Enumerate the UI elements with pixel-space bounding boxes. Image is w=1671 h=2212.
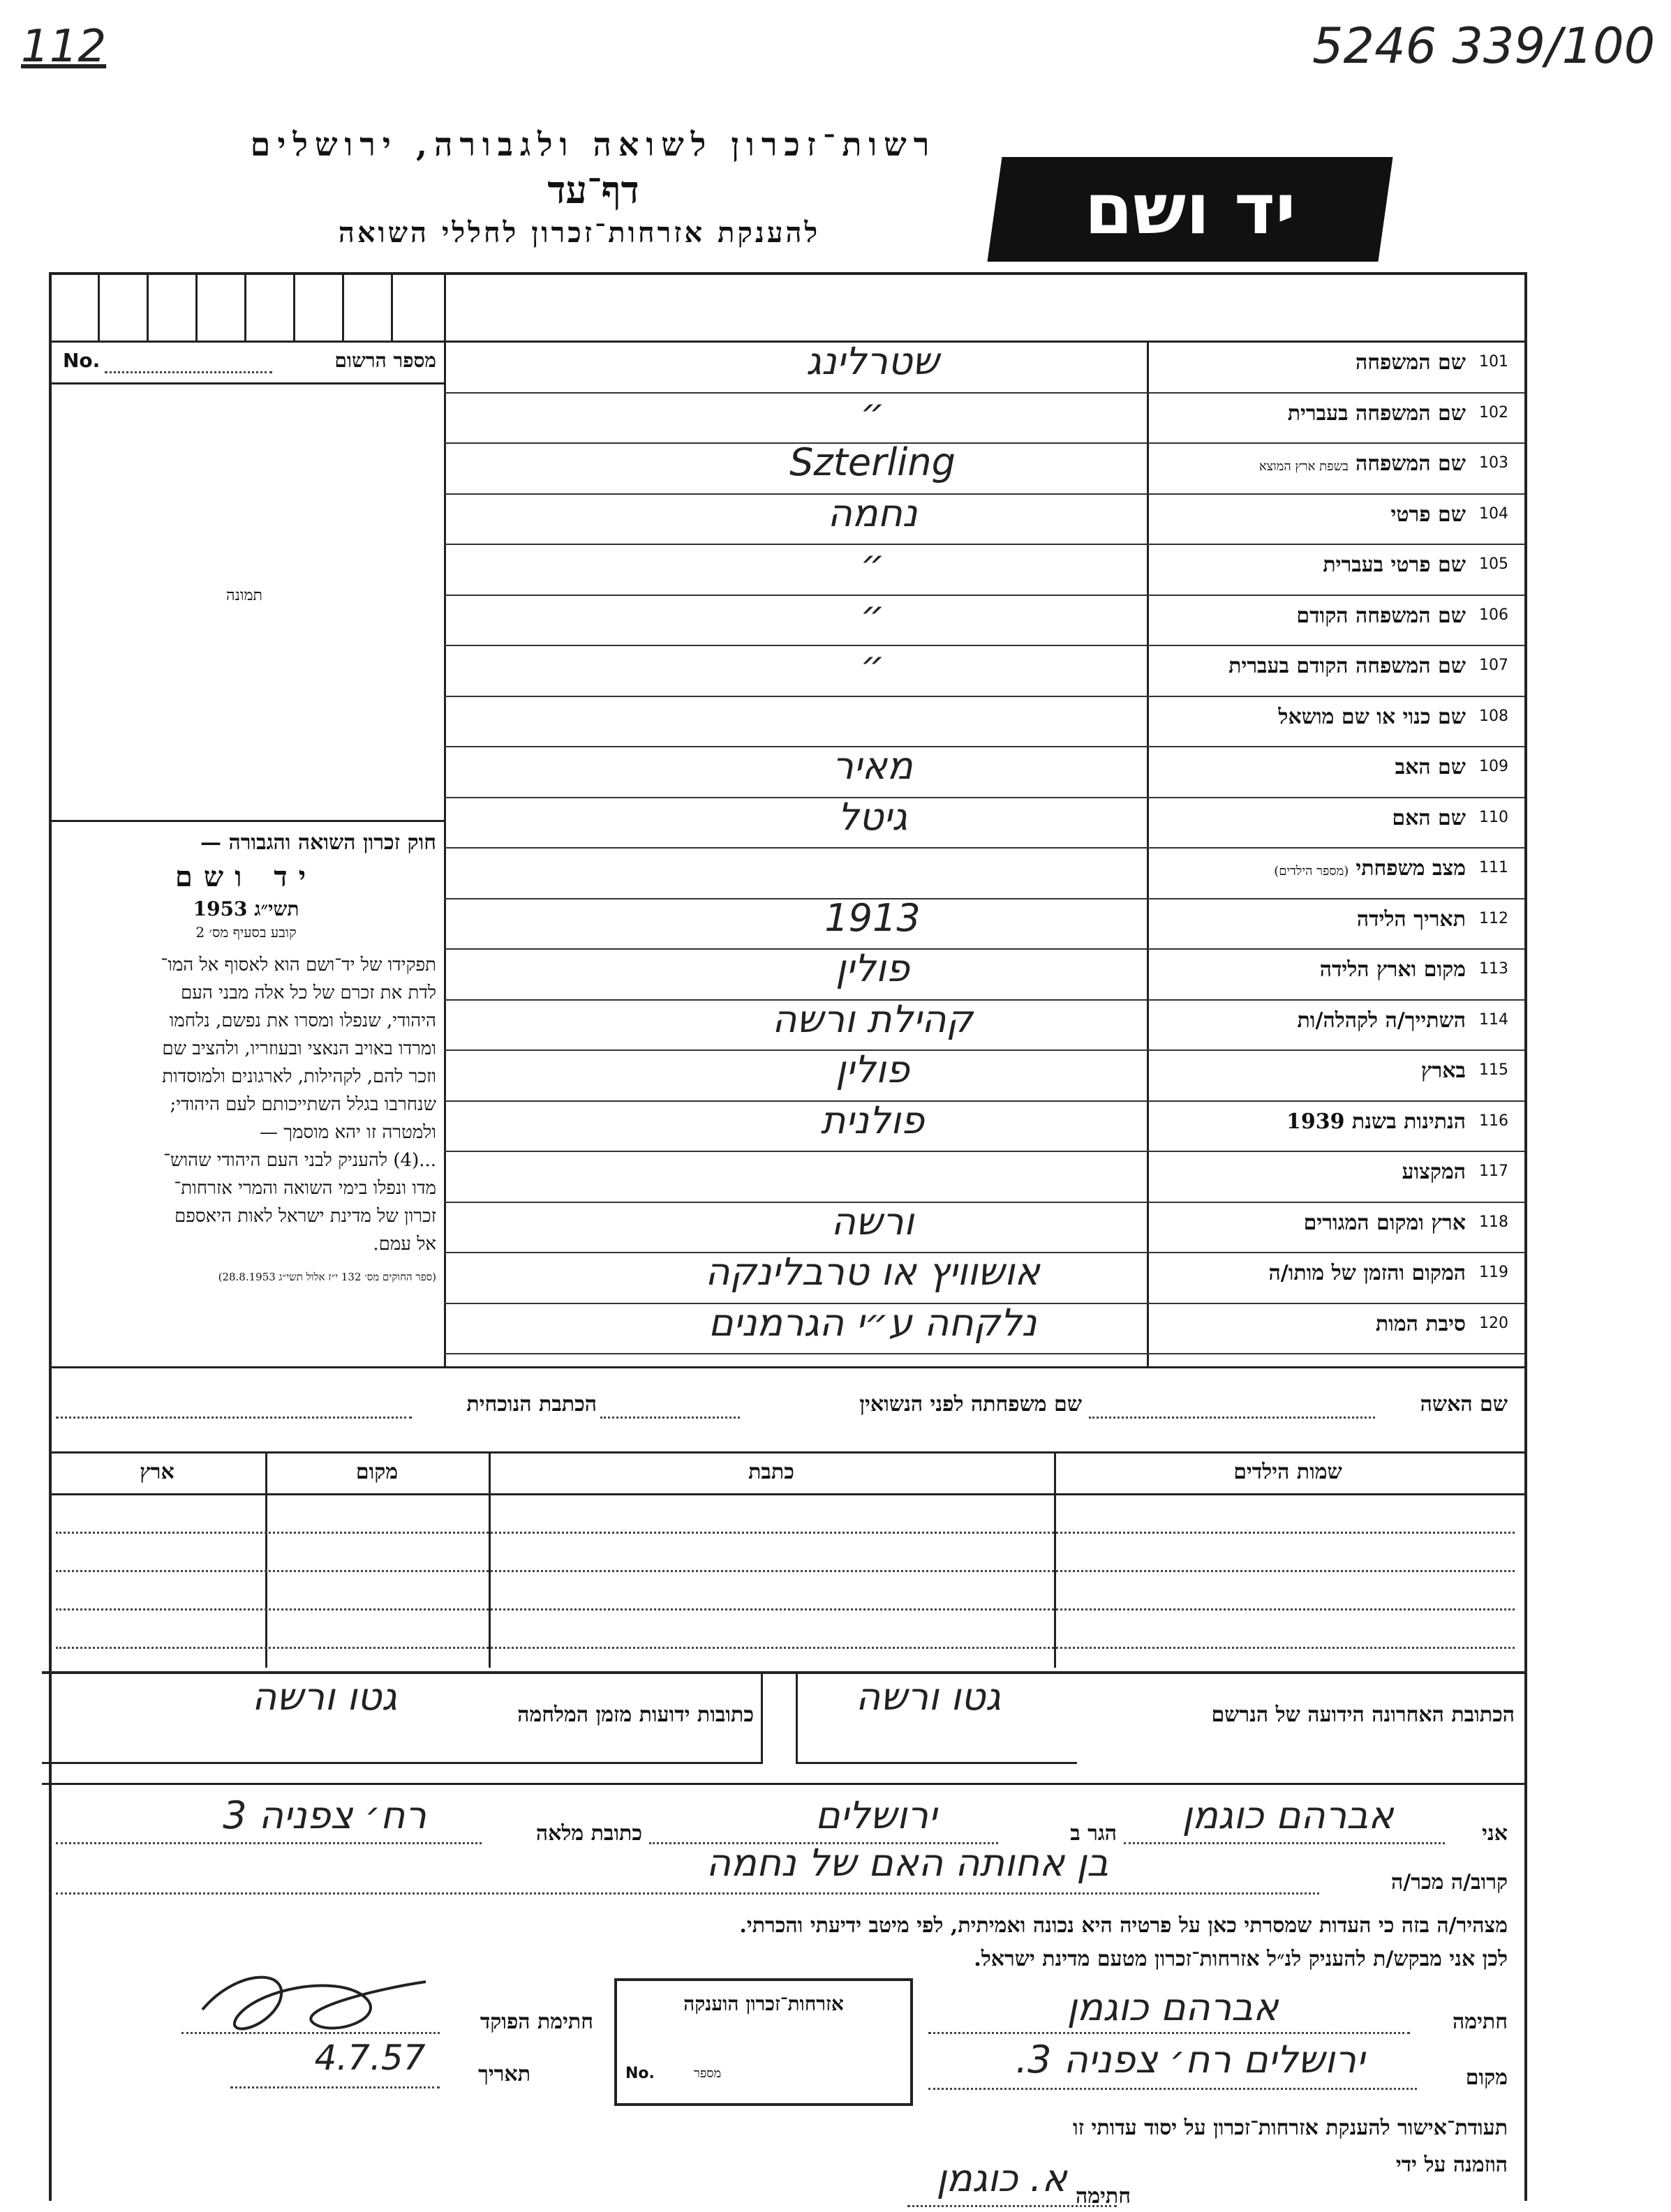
law-line: תפקידו של יד־ושם הוא לאסוף אל המו־ — [161, 955, 436, 976]
field-label-text: מצב משפחתי — [1356, 856, 1466, 881]
field-value: ורשה — [831, 1199, 914, 1243]
field-number: 113 — [1479, 960, 1508, 978]
field-label — [1152, 1211, 1466, 1235]
field-label-text: בארץ — [1420, 1059, 1466, 1083]
header-subtitle: להענקת אזרחות־זכרון לחללי השואה — [338, 216, 821, 249]
field-label-text: מקום וארץ הלידה — [1319, 957, 1466, 982]
field-label — [1152, 806, 1466, 830]
field-number: 107 — [1479, 657, 1508, 674]
field-underline — [444, 847, 1524, 849]
field-label-text: שם המשפחה הקודם בעברית — [1228, 654, 1466, 678]
law-year: תשי״ג 1953 — [193, 897, 299, 920]
witness-i-label: אני — [1482, 1821, 1508, 1846]
field-label-text: שם פרטי — [1390, 502, 1466, 527]
law-line: היהודי, שנפלו ומסרו את נפשם, נלחמו — [169, 1010, 436, 1031]
field-label-text: סיבת המות — [1375, 1311, 1466, 1336]
field-value: Szterling — [789, 440, 956, 484]
field-number: 101 — [1479, 353, 1508, 371]
field-number: 108 — [1479, 707, 1508, 725]
place-label: מקום — [1465, 2065, 1508, 2090]
law-line: ומרדו באויב הנאצי ובעוזריו, ולהציב שם — [162, 1038, 436, 1059]
field-row — [0, 946, 1671, 1001]
field-label — [1152, 1261, 1466, 1285]
field-row — [0, 491, 1671, 546]
full-address-label: כתובת מלאה — [535, 1821, 642, 1846]
yad-vashem-logo — [987, 157, 1392, 262]
field-label-text: שם המשפחה — [1355, 451, 1466, 476]
stamp-no: No. — [625, 2065, 655, 2082]
certificate-line1: תעודת־אישור להענקת אזרחות־זכרון על יסוד עדותי זו — [1073, 2116, 1508, 2140]
field-value: גיטל — [837, 794, 908, 839]
field-label — [1152, 553, 1466, 577]
field-row — [0, 698, 1671, 749]
officer-signature-label: חתימת הפוקד — [480, 2010, 593, 2034]
field-label-text: שם האם — [1392, 805, 1466, 830]
field-row — [0, 1098, 1671, 1153]
field-label-text: ארץ ומקום המגורים — [1303, 1210, 1466, 1235]
field-row — [0, 849, 1671, 900]
last-address-label: הכתובת האחרונה הידועה של הנרשם — [1211, 1703, 1515, 1727]
field-number: 114 — [1479, 1010, 1508, 1029]
war-address-label: כתובות ידועות מזמן המלחמה — [517, 1703, 754, 1727]
field-value: שטרלינג — [805, 339, 940, 383]
logo-text: יד ושם — [1084, 168, 1296, 250]
field-underline — [444, 696, 1524, 697]
field-label — [1152, 401, 1466, 426]
field-value: ״ — [860, 541, 885, 585]
date-label: תאריך — [478, 2062, 530, 2086]
current-address-label: הכתבת הנוכחית — [466, 1392, 597, 1417]
law-clause: קובע בסעיף מס׳ 2 — [195, 924, 297, 941]
field-row — [0, 996, 1671, 1052]
field-label — [1152, 1160, 1466, 1184]
registry-label: מספר הרשום — [334, 349, 436, 372]
field-number: 112 — [1479, 909, 1508, 927]
declaration-line2: לכן אני מבקש/ת להעניק לנ״ל אזרחות־זכרון מטעם מדינת ישראל. — [974, 1947, 1508, 1971]
relation-label: קרוב/ה מכר/ה — [1391, 1870, 1508, 1895]
field-value: ״ — [860, 643, 885, 687]
field-underline — [444, 1151, 1524, 1152]
law-line: אל עמם. — [373, 1234, 436, 1255]
field-label-text: שם המשפחה — [1355, 350, 1466, 375]
field-number: 106 — [1479, 606, 1508, 624]
children-place-header: מקום — [355, 1460, 399, 1484]
relation-value: בן אחותה האם של נחמה — [706, 1841, 1109, 1885]
stamp-number-label: מספר — [694, 2066, 722, 2081]
children-country-header: ארץ — [140, 1460, 174, 1484]
law-name: יד ושם — [174, 860, 318, 893]
witness-name: אברהם כוגמן — [1182, 1793, 1394, 1837]
field-number: 120 — [1479, 1314, 1508, 1332]
field-value: קהילת ורשה — [772, 996, 973, 1041]
field-value: מאיר — [832, 744, 913, 788]
maiden-name-label: שם משפחתה לפני הנשואין — [859, 1392, 1082, 1417]
field-label — [1152, 1312, 1466, 1336]
place-value: ירושלים רח׳ צפניה 3. — [1015, 2038, 1365, 2082]
field-row — [0, 339, 1671, 394]
field-row — [0, 541, 1671, 597]
resides-city: ירושלים — [815, 1793, 937, 1837]
field-label-note: (מספר הילדים) — [1274, 864, 1349, 879]
corner-number-right: 5246 339/100 — [1312, 17, 1656, 75]
declaration-line1: מצהיר/ה בזה כי העדות שמסרתי כאן על פרטיה היא נכונה ואמיתית, לפי מיטב ידיעתי והכרתי. — [739, 1913, 1508, 1938]
field-row — [0, 895, 1671, 951]
corner-number-left: 112 — [21, 21, 107, 73]
law-line: ולמטרה זו יהא מוסמך — — [259, 1122, 436, 1143]
date-value: 4.7.57 — [314, 2038, 426, 2078]
field-label-text: שם כנוי או שם מושאל — [1278, 704, 1466, 729]
field-label — [1152, 654, 1466, 678]
field-label-note: בשפת ארץ המוצא — [1258, 459, 1349, 474]
law-line: לדת את זכרם של כל אלה מבני העם — [180, 982, 436, 1003]
field-label — [1152, 1059, 1466, 1083]
field-number: 110 — [1479, 808, 1508, 826]
field-row — [0, 440, 1671, 495]
wife-label: שם האשה — [1420, 1392, 1508, 1417]
field-row — [0, 1250, 1671, 1305]
certificate-line2: הוזמנה על ידי — [1395, 2153, 1508, 2177]
signature-value: אברהם כוגמן — [1067, 1985, 1279, 2029]
law-line: זכרון של מדינת ישראל לאות היאספם — [174, 1206, 436, 1227]
field-value: 1913 — [824, 895, 921, 940]
stamp-title: אזרחות־זכרון הוענקה — [683, 1992, 844, 2015]
field-value: נלקחה ע״י הגרמנים — [708, 1300, 1037, 1345]
law-line: וזכר להם, לקהילות, לארגונים ולמוסדות — [162, 1066, 436, 1087]
certificate-signature-value: א. כוגמן — [936, 2156, 1067, 2200]
header-form-name: דף־עד — [547, 167, 639, 212]
field-label — [1152, 1008, 1466, 1033]
field-number: 119 — [1479, 1264, 1508, 1281]
field-value: ״ — [860, 389, 885, 434]
field-row — [0, 643, 1671, 698]
field-row — [0, 1300, 1671, 1356]
field-number: 118 — [1479, 1213, 1508, 1231]
field-label — [1152, 350, 1466, 375]
law-line: שנחרבו בגלל השתייכותם לעם היהודי; — [170, 1094, 436, 1115]
field-label — [1152, 604, 1466, 628]
field-label — [1152, 755, 1466, 779]
field-number: 109 — [1479, 758, 1508, 775]
field-label-text: שם האב — [1395, 755, 1466, 779]
full-address-value: רח׳ צפניה 3 — [223, 1793, 426, 1837]
field-label-text: המקצוע — [1402, 1160, 1466, 1184]
children-names-header: שמות הילדים — [1233, 1460, 1342, 1484]
field-value: פולין — [836, 946, 909, 990]
war-address-value: גטו ורשה — [252, 1675, 397, 1719]
field-label — [1152, 856, 1466, 881]
field-value: ״ — [860, 592, 885, 636]
field-number: 105 — [1479, 555, 1508, 573]
field-label — [1152, 705, 1466, 729]
field-number: 117 — [1479, 1163, 1508, 1180]
resides-label: הגר ב — [1070, 1821, 1117, 1846]
law-title: חוק זכרון השואה והגבורה — — [200, 830, 436, 855]
field-label — [1152, 907, 1466, 932]
certificate-signature-label: חתימה — [1076, 2184, 1131, 2209]
field-label-text: שם המשפחה הקודם — [1296, 603, 1466, 628]
signature-label: חתימה — [1453, 2010, 1508, 2034]
field-value: פולנית — [820, 1098, 925, 1142]
field-label — [1152, 1109, 1466, 1134]
field-row — [0, 1153, 1671, 1204]
field-label — [1152, 957, 1466, 982]
field-label-text: הנתינות בשנת 1939 — [1286, 1109, 1466, 1134]
law-line: מדו ונפלו בימי השואה והמרי אזרחות־ — [174, 1178, 436, 1199]
field-row — [0, 1199, 1671, 1255]
field-number: 115 — [1479, 1061, 1508, 1079]
field-row — [0, 744, 1671, 799]
field-number: 104 — [1479, 505, 1508, 523]
field-label-text: שם פרטי בעברית — [1323, 553, 1466, 577]
children-address-header: כתבת — [748, 1460, 794, 1484]
field-label-text: תאריך הלידה — [1356, 906, 1466, 932]
field-number: 111 — [1479, 859, 1508, 876]
field-number: 102 — [1479, 403, 1508, 421]
law-line: ...(4) להעניק לבני העם היהודי שהוש־ — [163, 1150, 436, 1171]
field-label — [1152, 502, 1466, 527]
field-row — [0, 794, 1671, 850]
field-value: פולין — [836, 1047, 909, 1091]
field-underline — [444, 1353, 1524, 1354]
field-value: נחמה — [827, 491, 918, 535]
field-label-text: שם המשפחה בעברית — [1287, 401, 1466, 426]
field-label-text: המקום והזמן של מותו/ה — [1268, 1261, 1466, 1285]
field-value: אושוויץ או טרבלינקה — [705, 1250, 1040, 1294]
field-number: 116 — [1479, 1112, 1508, 1130]
field-number: 103 — [1479, 454, 1508, 472]
registry-no: No. — [63, 349, 101, 372]
last-address-value: גטו ורשה — [856, 1675, 1001, 1719]
citizenship-stamp-box — [614, 1978, 913, 2106]
photo-label: תמונה — [226, 587, 262, 604]
field-row — [0, 389, 1671, 445]
field-label-text: השתייך/ה לקהלה/ות — [1297, 1008, 1466, 1033]
field-label — [1152, 451, 1466, 476]
law-source: (ספר החוקים מס׳ 132 י״ז אלול תשי״ג 28.8.1953) — [218, 1271, 436, 1283]
header-org: רשות־זכרון לשואה ולגבורה, ירושלים — [250, 126, 937, 163]
